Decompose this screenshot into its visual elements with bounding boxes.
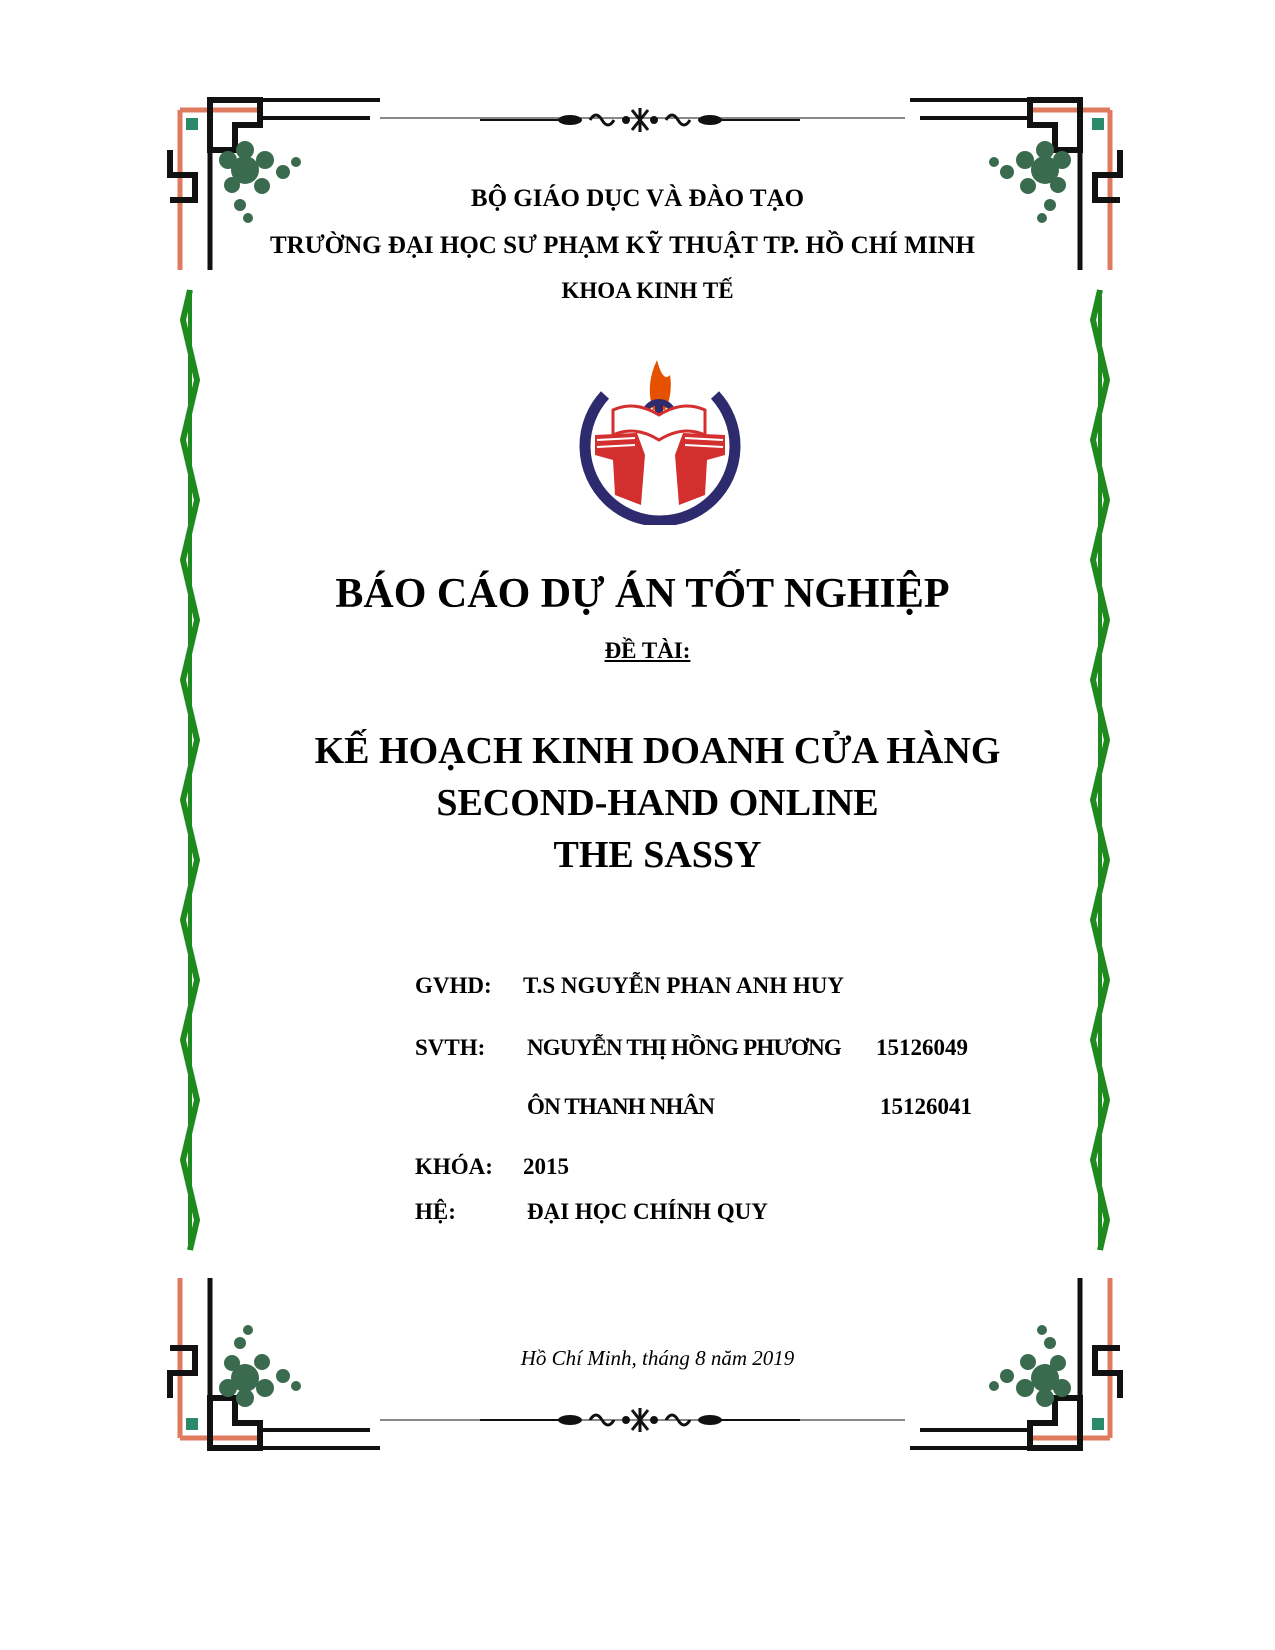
system-label: HỆ: — [415, 1199, 456, 1224]
advisor-name: T.S NGUYỄN PHAN ANH HUY — [523, 973, 844, 998]
university-logo-icon — [575, 355, 745, 525]
student1-id: 15126049 — [876, 1035, 968, 1060]
topic-label: ĐỀ TÀI: — [604, 638, 691, 663]
topic-line: THE SASSY — [553, 834, 762, 876]
student2-name: ÔN THANH NHÂN — [527, 1094, 715, 1119]
students-label: SVTH: — [415, 1035, 486, 1060]
topic-line: KẾ HOẠCH KINH DOANH CỬA HÀNG — [314, 730, 1001, 772]
faculty-name: KHOA KINH TẾ — [561, 278, 734, 303]
course-label: KHÓA: — [415, 1154, 493, 1179]
report-title: BÁO CÁO DỰ ÁN TỐT NGHIỆP — [335, 571, 950, 617]
university-name: TRƯỜNG ĐẠI HỌC SƯ PHẠM KỸ THUẬT TP. HỒ CHÍ MINH — [270, 232, 975, 259]
student2-id: 15126041 — [880, 1094, 972, 1119]
ministry-name: BỘ GIÁO DỤC VÀ ĐÀO TẠO — [470, 185, 805, 212]
student1-name: NGUYỄN THỊ HỒNG PHƯƠNG — [527, 1035, 842, 1060]
topic-line: SECOND-HAND ONLINE — [436, 782, 879, 824]
system-value: ĐẠI HỌC CHÍNH QUY — [527, 1199, 768, 1224]
project-topic — [40, 725, 1275, 881]
advisor-label: GVHD: — [415, 973, 492, 998]
place-date: Hồ Chí Minh, tháng 8 năm 2019 — [520, 1346, 795, 1370]
course-value: 2015 — [523, 1154, 569, 1179]
